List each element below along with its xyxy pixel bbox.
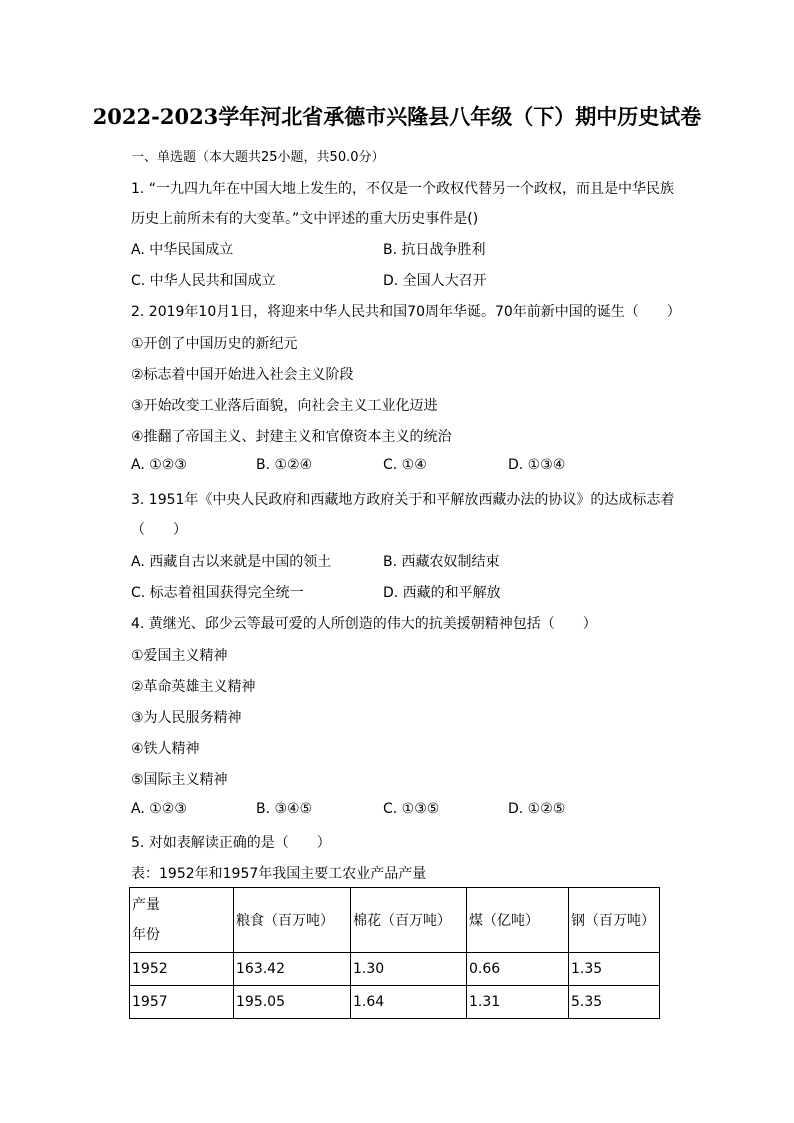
q3-option-d: D. 西藏的和平解放 bbox=[383, 585, 501, 601]
table-header-cotton: 棉花（百万吨） bbox=[351, 888, 467, 953]
corner-label-output: 产量 bbox=[132, 897, 160, 913]
table-cell: 0.66 bbox=[467, 953, 569, 986]
q1-option-a: A. 中华民国成立 bbox=[131, 242, 234, 258]
q2-stem: 2. 2019年10月1日，将迎来中华人民共和国70周年华诞。70年前新中国的诞生（ ） bbox=[131, 304, 681, 320]
q4-option-a: A. ①②③ bbox=[131, 801, 187, 817]
table-cell: 1.35 bbox=[569, 953, 660, 986]
table-header-steel: 钢（百万吨） bbox=[569, 888, 660, 953]
table-header-coal: 煤（亿吨） bbox=[467, 888, 569, 953]
exam-title: 2022-2023学年河北省承德市兴隆县八年级（下）期中历史试卷 bbox=[92, 104, 702, 129]
table-cell: 1.30 bbox=[351, 953, 467, 986]
table-header-grain: 粮食（百万吨） bbox=[234, 888, 351, 953]
table-row bbox=[130, 953, 660, 986]
table-corner-cell bbox=[130, 888, 234, 953]
q3-option-c: C. 标志着祖国获得完全统一 bbox=[131, 585, 304, 601]
q1-option-b: B. 抗日战争胜利 bbox=[383, 242, 486, 258]
q4-option-b: B. ③④⑤ bbox=[256, 801, 313, 817]
q2-option-b: B. ①②④ bbox=[256, 457, 313, 473]
q1-option-c: C. 中华人民共和国成立 bbox=[131, 273, 276, 289]
q2-statement-2: ②标志着中国开始进入社会主义阶段 bbox=[131, 367, 354, 383]
q4-statement-5: ⑤国际主义精神 bbox=[131, 772, 228, 788]
q4-statement-3: ③为人民服务精神 bbox=[131, 710, 242, 726]
q2-option-a: A. ①②③ bbox=[131, 457, 187, 473]
q2-statement-1: ①开创了中国历史的新纪元 bbox=[131, 336, 298, 352]
production-table bbox=[129, 887, 660, 1019]
q4-statement-2: ②革命英雄主义精神 bbox=[131, 679, 256, 695]
q1-option-d: D. 全国人大召开 bbox=[383, 273, 487, 289]
q4-option-d: D. ①②⑤ bbox=[508, 801, 566, 817]
q4-option-c: C. ①③⑤ bbox=[383, 801, 440, 817]
table-cell-year: 1952 bbox=[130, 953, 234, 986]
table-cell: 163.42 bbox=[234, 953, 351, 986]
table-cell-year: 1957 bbox=[130, 986, 234, 1019]
q2-option-c: C. ①④ bbox=[383, 457, 427, 473]
q2-statement-4: ④推翻了帝国主义、封建主义和官僚资本主义的统治 bbox=[131, 429, 452, 445]
q2-statement-3: ③开始改变工业落后面貌，向社会主义工业化迈进 bbox=[131, 398, 438, 414]
q5-table-caption: 表：1952年和1957年我国主要工农业产品产量 bbox=[131, 866, 427, 882]
table-cell: 1.64 bbox=[351, 986, 467, 1019]
q1-stem-line1: 1. “一九四九年在中国大地上发生的，不仅是一个政权代替另一个政权，而且是中华民族 bbox=[131, 181, 675, 197]
table-cell: 5.35 bbox=[569, 986, 660, 1019]
q4-statement-4: ④铁人精神 bbox=[131, 741, 200, 757]
q3-option-b: B. 西藏农奴制结束 bbox=[383, 554, 500, 570]
q2-option-d: D. ①③④ bbox=[508, 457, 566, 473]
section-heading: 一、单选题（本大题共25小题，共50.0分） bbox=[131, 150, 385, 165]
q3-stem-line1: 3. 1951年《中央人民政府和西藏地方政府关于和平解放西藏办法的协议》的达成标志着 bbox=[131, 492, 675, 508]
q4-statement-1: ①爱国主义精神 bbox=[131, 648, 228, 664]
q3-stem-line2: （ ） bbox=[131, 522, 187, 538]
q4-stem: 4. 黄继光、邱少云等最可爱的人所创造的伟大的抗美援朝精神包括（ ） bbox=[131, 616, 597, 632]
table-cell: 1.31 bbox=[467, 986, 569, 1019]
table-row bbox=[130, 986, 660, 1019]
q1-stem-line2: 历史上前所未有的大变革。”文中评述的重大历史事件是() bbox=[131, 211, 479, 227]
corner-label-year: 年份 bbox=[132, 927, 160, 943]
q5-stem: 5. 对如表解读正确的是（ ） bbox=[131, 835, 331, 851]
table-cell: 195.05 bbox=[234, 986, 351, 1019]
table-header-row bbox=[130, 888, 660, 953]
q3-option-a: A. 西藏自古以来就是中国的领土 bbox=[131, 554, 332, 570]
